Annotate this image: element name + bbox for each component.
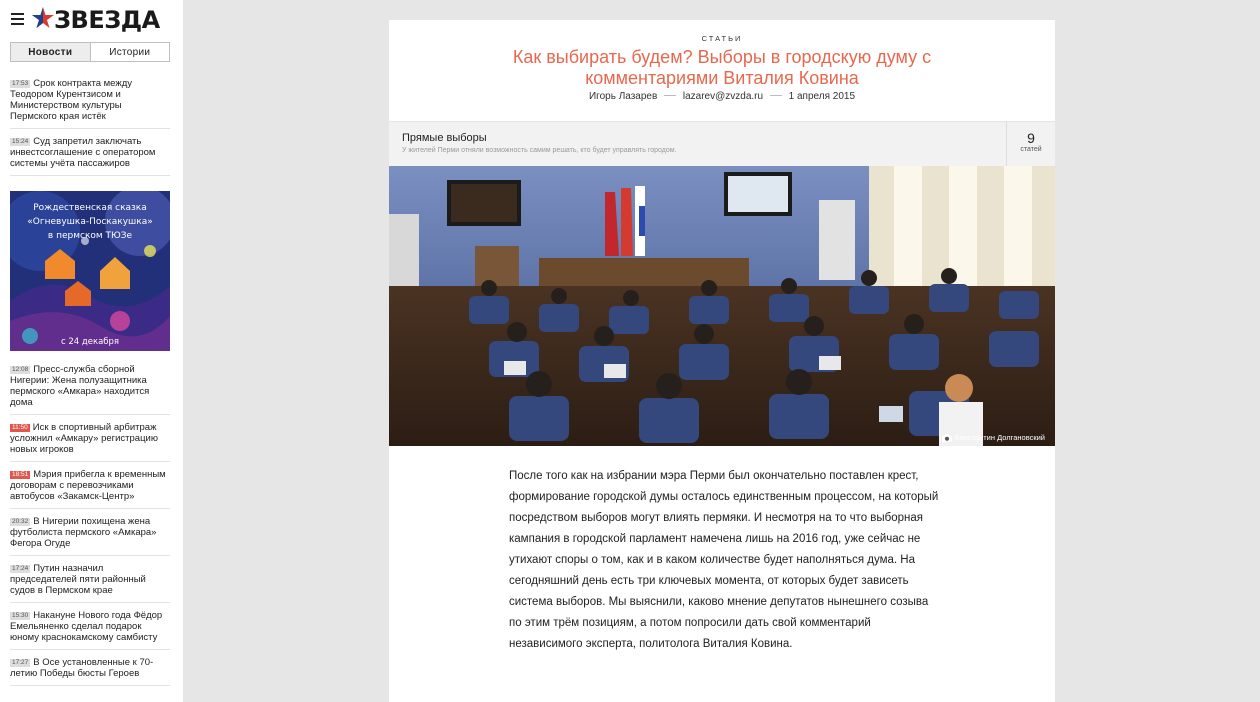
news-time: 15:30 [12, 612, 29, 619]
series-count-number: 9 [1027, 130, 1035, 146]
hamburger-icon[interactable] [11, 13, 24, 24]
news-headline: В Нигерии похищена жена футболиста пермского «Амкара» Фегора Огуде [10, 516, 157, 549]
list-item[interactable] [10, 422, 170, 462]
list-item[interactable] [10, 469, 170, 509]
news-headline: Суд запретил заключать инвестсоглашение с оператором системы учёта пассажиров [10, 136, 156, 169]
series-description: У жителей Перми отняли возможность самим решать, кто будет управлять городом. [402, 147, 677, 154]
news-time: 20:32 [12, 518, 29, 525]
star-logo-icon [32, 6, 54, 32]
list-item[interactable] [10, 563, 170, 603]
article-title: Как выбирать будем? Выборы в городскую думу с комментариями Виталия Ковина [512, 47, 932, 88]
article-body [509, 466, 939, 655]
council-hall-image [389, 166, 1055, 446]
article-paragraph: После того как на избрании мэра Перми был окончательно поставлен крест, формирование городской думы осталось единственным процессом, на который посредством выборов могут влиять пермяки. И несмотря на то что выборная кампания в городской парламент намечена лишь на 2016 год, уже сейчас не утихают споры о том, как и в каком количестве будет наполняться дума. На сегодняшний день есть три ключевых момента, от которых будет зависеть система выборов. Мы выяснили, каково мнение депутатов нынешнего созыва по этим трём позициям, а потом попросили дать свой комментарий независимого эксперта, политолога Виталия Ковина. [509, 470, 939, 650]
news-headline: Мэрия прибегла к временным договорам с перевозчиками автобусов «Закамск-Центр» [10, 469, 166, 502]
news-time: 17:53 [12, 80, 29, 87]
promo-line: «Огневушка-Поскакушка» [27, 217, 153, 227]
article-rubric[interactable]: СТАТЬИ [701, 34, 743, 43]
news-headline: Пресс-служба сборной Нигерии: Жена полузащитника пермского «Амкара» находится дома [10, 364, 150, 408]
series-bar[interactable] [389, 121, 1055, 166]
news-headline: В Осе установленные к 70-летию Победы бюсты Героев [10, 657, 154, 679]
list-item[interactable] [10, 78, 170, 129]
news-headline: Путин назначил председателей пяти районный судов в Пермском крае [10, 563, 146, 596]
list-item[interactable] [10, 657, 170, 686]
photo-credit-name: Константин Долгановский [955, 433, 1045, 442]
series-name[interactable]: Прямые выборы [402, 132, 487, 144]
promo-line: Рождественская сказка [33, 203, 147, 213]
news-time: 12:08 [12, 366, 29, 373]
tab-stories[interactable]: Истории [109, 46, 151, 58]
article-photo [389, 166, 1055, 446]
camera-icon [942, 434, 952, 442]
author-email[interactable]: lazarev@zvzda.ru [682, 91, 764, 102]
promo-date: с 24 декабря [60, 337, 120, 347]
site-logo[interactable] [32, 6, 160, 34]
article [389, 20, 1055, 702]
article-byline [389, 91, 1055, 102]
divider [664, 95, 676, 96]
divider [770, 95, 782, 96]
photo-credit [942, 433, 1045, 442]
series-count[interactable] [1006, 122, 1055, 166]
logo-wordmark: ЗВЕЗДА [54, 6, 160, 34]
series-count-label: статей [1020, 146, 1042, 153]
promo-banner[interactable] [10, 191, 170, 351]
list-item[interactable] [10, 610, 170, 650]
article-date: 1 апреля 2015 [788, 91, 856, 102]
news-time: 15:24 [12, 138, 29, 145]
news-time: 17:27 [12, 659, 29, 666]
news-time: 17:24 [12, 565, 29, 572]
news-list-bottom [10, 364, 170, 693]
list-item[interactable] [10, 516, 170, 556]
author-name[interactable]: Игорь Лазарев [588, 91, 658, 102]
news-headline: Иск в спортивный арбитраж усложнил «Амкару» регистрацию новых игроков [10, 422, 158, 455]
tab-news[interactable]: Новости [11, 43, 91, 61]
news-time: 11:50 [12, 424, 28, 431]
promo-caption [10, 201, 170, 243]
news-list-top [10, 78, 170, 183]
news-headline: Срок контракта между Теодором Курентзисом и Министерством культуры Пермского края истёк [10, 78, 133, 122]
sidebar-header [0, 0, 183, 40]
list-item[interactable] [10, 364, 170, 415]
news-headline: Накануне Нового года Фёдор Емельяненко сделал подарок юному краснокамскому самбисту [10, 610, 163, 643]
sidebar [0, 0, 183, 702]
news-time: 18:51 [12, 471, 29, 478]
list-item[interactable] [10, 136, 170, 176]
news-tabs [10, 42, 170, 62]
promo-line: в пермском ТЮЗе [47, 231, 133, 241]
